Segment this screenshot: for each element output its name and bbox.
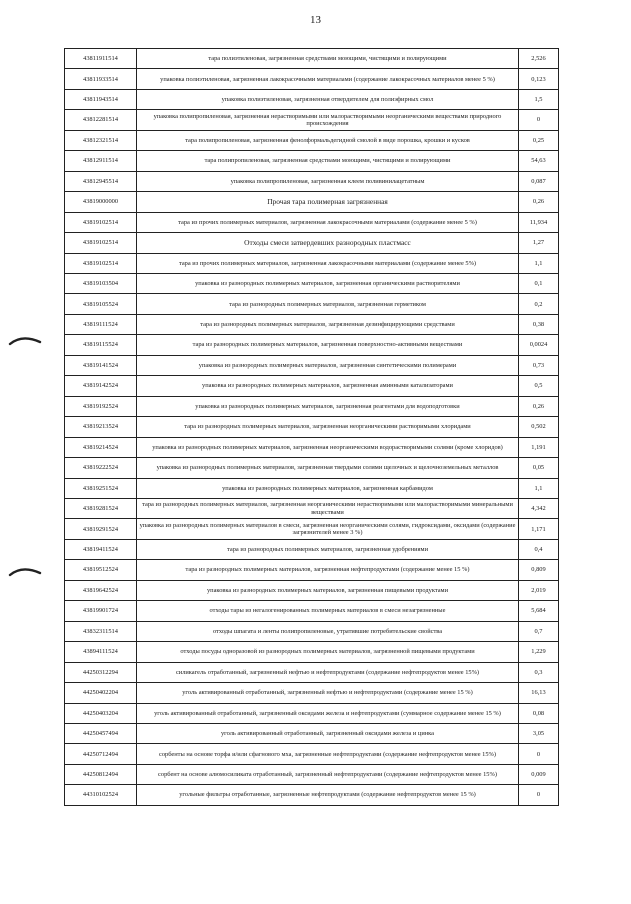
waste-quantity-cell: 0,05 bbox=[519, 458, 559, 478]
waste-code-cell: 44250402204 bbox=[65, 683, 137, 703]
waste-name-cell: тара из разнородных полимерных материалов, загрязненная дезинфицирующими средствами bbox=[137, 314, 519, 334]
waste-code-cell: 43819115524 bbox=[65, 335, 137, 355]
waste-name-cell: упаковка полиэтиленовая, загрязненная лакокрасочными материалами (содержание лакокрасочных материалов менее 5 %) bbox=[137, 69, 519, 89]
table-row bbox=[65, 580, 559, 600]
waste-table bbox=[64, 48, 559, 806]
waste-name-cell: сорбент на основе алюмосиликата отработанный, загрязненный нефтепродуктами (содержание нефтепродуктов менее 15%) bbox=[137, 764, 519, 784]
table-row bbox=[65, 89, 559, 109]
table-row bbox=[65, 539, 559, 559]
table-row bbox=[65, 212, 559, 232]
waste-name-cell: тара из разнородных полимерных материалов, загрязненная неорганическими растворимыми хлоридами bbox=[137, 417, 519, 437]
waste-quantity-cell: 1,191 bbox=[519, 437, 559, 457]
table-row bbox=[65, 458, 559, 478]
waste-quantity-cell: 11,934 bbox=[519, 212, 559, 232]
waste-code-cell: 43819141524 bbox=[65, 355, 137, 375]
table-row bbox=[65, 642, 559, 662]
waste-code-cell: 43894111524 bbox=[65, 642, 137, 662]
waste-quantity-cell: 1,1 bbox=[519, 253, 559, 273]
waste-name-cell: тара из разнородных полимерных материалов, загрязненная неорганическими нерастворимыми или малорастворимыми минеральными веществами bbox=[137, 498, 519, 518]
waste-quantity-cell: 5,684 bbox=[519, 601, 559, 621]
waste-name-cell: тара из прочих полимерных материалов, загрязненная лакокрасочными материалами (содержание менее 5 %) bbox=[137, 212, 519, 232]
table-row bbox=[65, 130, 559, 150]
table-row bbox=[65, 110, 559, 130]
waste-name-cell: тара из разнородных полимерных материалов, загрязненная поверхностно-активными веществами bbox=[137, 335, 519, 355]
table-row bbox=[65, 151, 559, 171]
table-row bbox=[65, 171, 559, 191]
waste-quantity-cell: 0,087 bbox=[519, 171, 559, 191]
waste-quantity-cell: 0,25 bbox=[519, 130, 559, 150]
waste-name-cell: тара из разнородных полимерных материалов, загрязненная герметиком bbox=[137, 294, 519, 314]
waste-quantity-cell: 0,4 bbox=[519, 539, 559, 559]
scan-mark-upper bbox=[8, 334, 42, 348]
table-row bbox=[65, 376, 559, 396]
table-row bbox=[65, 437, 559, 457]
page-number: 13 bbox=[310, 14, 321, 26]
table-row bbox=[65, 49, 559, 69]
waste-code-cell: 44250312294 bbox=[65, 662, 137, 682]
waste-name-cell: силикагель отработанный, загрязненный нефтью и нефтепродуктами (содержание нефтепродуктов менее 15%) bbox=[137, 662, 519, 682]
waste-quantity-cell: 0 bbox=[519, 744, 559, 764]
waste-quantity-cell: 0,1 bbox=[519, 273, 559, 293]
waste-name-cell: упаковка из разнородных полимерных материалов, загрязненная реагентами для водоподготовки bbox=[137, 396, 519, 416]
table-row bbox=[65, 723, 559, 743]
waste-quantity-cell: 0,009 bbox=[519, 764, 559, 784]
scan-mark-lower bbox=[8, 565, 42, 579]
table-row bbox=[65, 294, 559, 314]
waste-quantity-cell: 0 bbox=[519, 110, 559, 130]
waste-quantity-cell: 16,13 bbox=[519, 683, 559, 703]
waste-quantity-cell: 0,3 bbox=[519, 662, 559, 682]
waste-code-cell: 44310102524 bbox=[65, 785, 137, 805]
waste-code-cell: 43819102514 bbox=[65, 253, 137, 273]
waste-name-cell: упаковка из разнородных полимерных материалов, загрязненная твердыми солями щелочных и щелочноземельных металлов bbox=[137, 458, 519, 478]
table-row bbox=[65, 335, 559, 355]
waste-name-cell: сорбенты на основе торфа и/или сфагнового мха, загрязненные нефтепродуктами (содержание нефтепродуктов менее 15%) bbox=[137, 744, 519, 764]
waste-name-cell: тара из разнородных полимерных материалов, загрязненная удобрениями bbox=[137, 539, 519, 559]
waste-quantity-cell: 3,05 bbox=[519, 723, 559, 743]
waste-code-cell: 44250712494 bbox=[65, 744, 137, 764]
waste-code-cell: 44250812494 bbox=[65, 764, 137, 784]
waste-name-cell: упаковка из разнородных полимерных материалов, загрязненная неорганическими водорастворимыми солями (кроме хлоридов) bbox=[137, 437, 519, 457]
table-row bbox=[65, 601, 559, 621]
waste-name-cell: уголь активированный отработанный, загрязненный оксидами железа и нефтепродуктами (суммарное содержание менее 15 %) bbox=[137, 703, 519, 723]
waste-quantity-cell: 0,08 bbox=[519, 703, 559, 723]
waste-quantity-cell: 1,5 bbox=[519, 89, 559, 109]
table-row bbox=[65, 69, 559, 89]
waste-code-cell: 43812945514 bbox=[65, 171, 137, 191]
waste-name-cell: упаковка из разнородных полимерных материалов, загрязненная аминными катализаторами bbox=[137, 376, 519, 396]
table-row bbox=[65, 417, 559, 437]
waste-name-cell: упаковка из разнородных полимерных материалов, загрязненная синтетическими полимерами bbox=[137, 355, 519, 375]
waste-quantity-cell: 0,26 bbox=[519, 192, 559, 212]
waste-quantity-cell: 1,171 bbox=[519, 519, 559, 539]
waste-code-cell: 43819411524 bbox=[65, 539, 137, 559]
table-row bbox=[65, 785, 559, 805]
waste-name-cell: тара из прочих полимерных материалов, загрязненная лакокрасочными материалами (содержание менее 5%) bbox=[137, 253, 519, 273]
waste-name-cell: Прочая тара полимерная загрязненная bbox=[137, 192, 519, 212]
waste-code-cell: 43819642524 bbox=[65, 580, 137, 600]
waste-code-cell: 44250457494 bbox=[65, 723, 137, 743]
waste-code-cell: 43819901724 bbox=[65, 601, 137, 621]
table-row bbox=[65, 273, 559, 293]
waste-quantity-cell: 0,809 bbox=[519, 560, 559, 580]
waste-name-cell: угольные фильтры отработанные, загрязненные нефтепродуктами (содержание нефтепродуктов менее 15 %) bbox=[137, 785, 519, 805]
waste-quantity-cell: 0,502 bbox=[519, 417, 559, 437]
waste-code-cell: 43819281524 bbox=[65, 498, 137, 518]
waste-name-cell: упаковка из разнородных полимерных материалов в смеси, загрязненная неорганическими солями, гидроксидами, оксидами (содержание загрязнителей менее 3 %) bbox=[137, 519, 519, 539]
waste-code-cell: 43819142524 bbox=[65, 376, 137, 396]
waste-name-cell: упаковка из разнородных полимерных материалов, загрязненная органическими растворителями bbox=[137, 273, 519, 293]
table-row bbox=[65, 621, 559, 641]
table-row bbox=[65, 498, 559, 518]
waste-quantity-cell: 0,123 bbox=[519, 69, 559, 89]
waste-code-cell: 43832311514 bbox=[65, 621, 137, 641]
table-row bbox=[65, 703, 559, 723]
waste-name-cell: тара полипропиленовая, загрязненная фенолформальдегидной смолой в виде порошка, крошки и кусков bbox=[137, 130, 519, 150]
table-row bbox=[65, 233, 559, 253]
table-row bbox=[65, 560, 559, 580]
waste-table-body bbox=[65, 49, 559, 806]
waste-name-cell: упаковка из разнородных полимерных материалов, загрязненная пищевыми продуктами bbox=[137, 580, 519, 600]
waste-quantity-cell: 0,5 bbox=[519, 376, 559, 396]
waste-quantity-cell: 0,0024 bbox=[519, 335, 559, 355]
waste-code-cell: 43819213524 bbox=[65, 417, 137, 437]
waste-quantity-cell: 0,7 bbox=[519, 621, 559, 641]
waste-code-cell: 43819111524 bbox=[65, 314, 137, 334]
waste-name-cell: отходы посуды одноразовой из разнородных полимерных материалов, загрязненной пищевыми продуктами bbox=[137, 642, 519, 662]
waste-quantity-cell: 0,73 bbox=[519, 355, 559, 375]
waste-name-cell: упаковка полипропиленовая, загрязненная нерастворимыми или малорастворимыми неорганическими веществами природного происхождения bbox=[137, 110, 519, 130]
waste-quantity-cell: 0,2 bbox=[519, 294, 559, 314]
waste-code-cell: 43811943514 bbox=[65, 89, 137, 109]
waste-name-cell: упаковка полипропиленовая, загрязненная клеем поливинилацетатным bbox=[137, 171, 519, 191]
waste-code-cell: 43819000000 bbox=[65, 192, 137, 212]
waste-code-cell: 43819214524 bbox=[65, 437, 137, 457]
waste-code-cell: 43812281514 bbox=[65, 110, 137, 130]
waste-quantity-cell: 1,1 bbox=[519, 478, 559, 498]
waste-name-cell: Отходы смеси затвердевших разнородных пластмасс bbox=[137, 233, 519, 253]
waste-code-cell: 43819102514 bbox=[65, 212, 137, 232]
waste-quantity-cell: 4,342 bbox=[519, 498, 559, 518]
waste-code-cell: 43819102514 bbox=[65, 233, 137, 253]
table-row bbox=[65, 192, 559, 212]
waste-quantity-cell: 0,38 bbox=[519, 314, 559, 334]
waste-quantity-cell: 2,526 bbox=[519, 49, 559, 69]
waste-code-cell: 43819291524 bbox=[65, 519, 137, 539]
waste-code-cell: 43812321514 bbox=[65, 130, 137, 150]
waste-code-cell: 43819192524 bbox=[65, 396, 137, 416]
waste-quantity-cell: 0 bbox=[519, 785, 559, 805]
waste-name-cell: упаковка из разнородных полимерных материалов, загрязненная карбамидом bbox=[137, 478, 519, 498]
waste-code-cell: 43819105524 bbox=[65, 294, 137, 314]
waste-code-cell: 44250403204 bbox=[65, 703, 137, 723]
waste-name-cell: отходы шпагата и ленты полипропиленовые, утратившие потребительские свойства bbox=[137, 621, 519, 641]
waste-quantity-cell: 54,63 bbox=[519, 151, 559, 171]
table-row bbox=[65, 478, 559, 498]
table-row bbox=[65, 396, 559, 416]
waste-code-cell: 43819251524 bbox=[65, 478, 137, 498]
waste-code-cell: 43819103504 bbox=[65, 273, 137, 293]
waste-name-cell: тара полиэтиленовая, загрязненная средствами моющими, чистящими и полирующими bbox=[137, 49, 519, 69]
waste-name-cell: упаковка полиэтиленовая, загрязненная отвердителем для полиэфирных смол bbox=[137, 89, 519, 109]
table-row bbox=[65, 314, 559, 334]
waste-name-cell: уголь активированный отработанный, загрязненный оксидами железа и цинка bbox=[137, 723, 519, 743]
waste-code-cell: 43819222524 bbox=[65, 458, 137, 478]
table-row bbox=[65, 764, 559, 784]
waste-name-cell: уголь активированный отработанный, загрязненный нефтью и нефтепродуктами (содержание менее 15 %) bbox=[137, 683, 519, 703]
table-row bbox=[65, 519, 559, 539]
waste-code-cell: 43812911514 bbox=[65, 151, 137, 171]
waste-name-cell: тара из разнородных полимерных материалов, загрязненная нефтепродуктами (содержание менее 15 %) bbox=[137, 560, 519, 580]
waste-quantity-cell: 1,27 bbox=[519, 233, 559, 253]
waste-name-cell: тара полипропиленовая, загрязненная средствами моющими, чистящими и полирующими bbox=[137, 151, 519, 171]
waste-quantity-cell: 1,229 bbox=[519, 642, 559, 662]
table-row bbox=[65, 662, 559, 682]
waste-code-cell: 43811933514 bbox=[65, 69, 137, 89]
table-row bbox=[65, 253, 559, 273]
table-row bbox=[65, 355, 559, 375]
table-row bbox=[65, 744, 559, 764]
waste-quantity-cell: 2,019 bbox=[519, 580, 559, 600]
waste-quantity-cell: 0,26 bbox=[519, 396, 559, 416]
waste-code-cell: 43819512524 bbox=[65, 560, 137, 580]
waste-name-cell: отходы тары из негалогенированных полимерных материалов в смеси незагрязненные bbox=[137, 601, 519, 621]
table-row bbox=[65, 683, 559, 703]
waste-code-cell: 43811911514 bbox=[65, 49, 137, 69]
